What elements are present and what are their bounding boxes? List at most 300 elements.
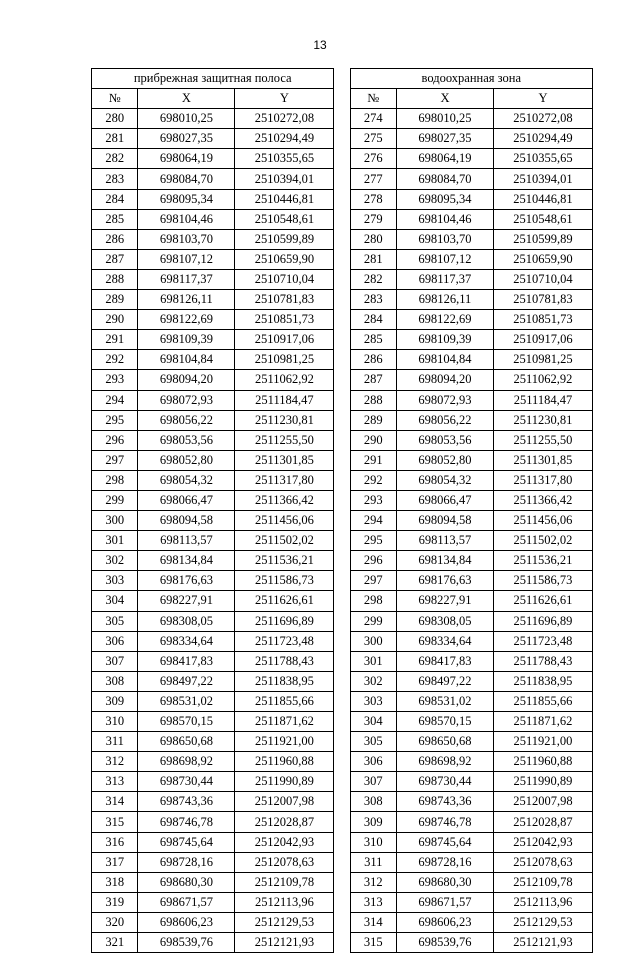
- left-point-number: 282: [92, 149, 138, 169]
- left-y-coordinate: 2510548,61: [235, 209, 334, 229]
- right-x-coordinate: 698308,05: [397, 611, 494, 631]
- left-x-coordinate: 698746,78: [138, 812, 235, 832]
- left-y-coordinate: 2512028,87: [235, 812, 334, 832]
- table-row: [92, 189, 593, 209]
- column-gap: [334, 752, 350, 772]
- left-x-coordinate: 698084,70: [138, 169, 235, 189]
- right-point-number: 301: [350, 651, 396, 671]
- right-y-coordinate: 2510917,06: [493, 330, 592, 350]
- left-y-coordinate: 2511255,50: [235, 430, 334, 450]
- right-point-number: 299: [350, 611, 396, 631]
- column-gap: [334, 209, 350, 229]
- right-point-number: 274: [350, 109, 396, 129]
- right-y-coordinate: 2510659,90: [493, 249, 592, 269]
- left-point-number: 308: [92, 671, 138, 691]
- left-x-coordinate: 698728,16: [138, 852, 235, 872]
- column-gap: [334, 490, 350, 510]
- left-x-coordinate: 698126,11: [138, 290, 235, 310]
- right-y-coordinate: 2511696,89: [493, 611, 592, 631]
- left-y-coordinate: 2510272,08: [235, 109, 334, 129]
- right-point-number: 289: [350, 410, 396, 430]
- column-gap: [334, 732, 350, 752]
- left-point-number: 306: [92, 631, 138, 651]
- table-row: [92, 129, 593, 149]
- right-point-number: 295: [350, 531, 396, 551]
- right-y-coordinate: 2510446,81: [493, 189, 592, 209]
- right-y-coordinate: 2511456,06: [493, 511, 592, 531]
- section-title-row: [92, 69, 593, 89]
- right-y-coordinate: 2512042,93: [493, 832, 592, 852]
- column-gap: [334, 551, 350, 571]
- left-x-coordinate: 698570,15: [138, 712, 235, 732]
- left-x-coordinate: 698227,91: [138, 591, 235, 611]
- right-y-coordinate: 2511255,50: [493, 430, 592, 450]
- right-x-coordinate: 698064,19: [397, 149, 494, 169]
- column-gap: [334, 772, 350, 792]
- left-x-coordinate: 698107,12: [138, 249, 235, 269]
- right-y-coordinate: 2511855,66: [493, 691, 592, 711]
- left-y-coordinate: 2510599,89: [235, 229, 334, 249]
- table-row: [92, 591, 593, 611]
- table-row: [92, 430, 593, 450]
- table-row: [92, 892, 593, 912]
- right-point-number: 296: [350, 551, 396, 571]
- right-point-number: 300: [350, 631, 396, 651]
- column-gap: [334, 229, 350, 249]
- left-point-number: 301: [92, 531, 138, 551]
- left-y-coordinate: 2512042,93: [235, 832, 334, 852]
- left-x-coordinate: 698072,93: [138, 390, 235, 410]
- left-x-coordinate: 698053,56: [138, 430, 235, 450]
- column-gap: [334, 792, 350, 812]
- left-point-number: 281: [92, 129, 138, 149]
- left-x-coordinate: 698334,64: [138, 631, 235, 651]
- left-x-coordinate: 698134,84: [138, 551, 235, 571]
- right-x-coordinate: 698066,47: [397, 490, 494, 510]
- right-x-coordinate: 698104,84: [397, 350, 494, 370]
- right-header-y: Y: [493, 89, 592, 109]
- left-header-y: Y: [235, 89, 334, 109]
- table-row: [92, 671, 593, 691]
- left-point-number: 309: [92, 691, 138, 711]
- right-x-coordinate: 698056,22: [397, 410, 494, 430]
- right-y-coordinate: 2510394,01: [493, 169, 592, 189]
- right-y-coordinate: 2510548,61: [493, 209, 592, 229]
- table-row: [92, 792, 593, 812]
- column-gap: [334, 129, 350, 149]
- right-x-coordinate: 698053,56: [397, 430, 494, 450]
- right-y-coordinate: 2510355,65: [493, 149, 592, 169]
- left-y-coordinate: 2511838,95: [235, 671, 334, 691]
- table-row: [92, 571, 593, 591]
- left-y-coordinate: 2511456,06: [235, 511, 334, 531]
- right-y-coordinate: 2511366,42: [493, 490, 592, 510]
- right-y-coordinate: 2511317,80: [493, 470, 592, 490]
- right-x-coordinate: 698107,12: [397, 249, 494, 269]
- right-point-number: 315: [350, 933, 396, 953]
- column-gap: [334, 912, 350, 932]
- left-point-number: 280: [92, 109, 138, 129]
- right-x-coordinate: 698334,64: [397, 631, 494, 651]
- column-gap: [334, 892, 350, 912]
- table-row: [92, 249, 593, 269]
- left-point-number: 314: [92, 792, 138, 812]
- right-point-number: 306: [350, 752, 396, 772]
- left-y-coordinate: 2511366,42: [235, 490, 334, 510]
- left-y-coordinate: 2510851,73: [235, 310, 334, 330]
- right-x-coordinate: 698027,35: [397, 129, 494, 149]
- right-x-coordinate: 698570,15: [397, 712, 494, 732]
- left-y-coordinate: 2512109,78: [235, 872, 334, 892]
- right-y-coordinate: 2511960,88: [493, 752, 592, 772]
- left-y-coordinate: 2511586,73: [235, 571, 334, 591]
- left-y-coordinate: 2511990,89: [235, 772, 334, 792]
- left-x-coordinate: 698103,70: [138, 229, 235, 249]
- left-x-coordinate: 698104,46: [138, 209, 235, 229]
- left-point-number: 302: [92, 551, 138, 571]
- column-gap: [334, 631, 350, 651]
- left-y-coordinate: 2511184,47: [235, 390, 334, 410]
- column-gap: [334, 89, 350, 109]
- table-row: [92, 712, 593, 732]
- column-gap: [334, 269, 350, 289]
- column-gap: [334, 169, 350, 189]
- column-gap: [334, 511, 350, 531]
- right-x-coordinate: 698126,11: [397, 290, 494, 310]
- left-point-number: 291: [92, 330, 138, 350]
- right-x-coordinate: 698650,68: [397, 732, 494, 752]
- column-gap: [334, 310, 350, 330]
- right-header-number: №: [350, 89, 396, 109]
- column-gap: [334, 671, 350, 691]
- column-gap: [334, 249, 350, 269]
- left-y-coordinate: 2510981,25: [235, 350, 334, 370]
- left-y-coordinate: 2511871,62: [235, 712, 334, 732]
- table-row: [92, 772, 593, 792]
- left-x-coordinate: 698117,37: [138, 269, 235, 289]
- column-gap: [334, 812, 350, 832]
- table-row: [92, 290, 593, 310]
- right-point-number: 308: [350, 792, 396, 812]
- right-y-coordinate: 2511626,61: [493, 591, 592, 611]
- left-point-number: 321: [92, 933, 138, 953]
- right-point-number: 310: [350, 832, 396, 852]
- column-gap: [334, 571, 350, 591]
- right-point-number: 285: [350, 330, 396, 350]
- left-point-number: 296: [92, 430, 138, 450]
- right-point-number: 277: [350, 169, 396, 189]
- left-point-number: 288: [92, 269, 138, 289]
- right-y-coordinate: 2511184,47: [493, 390, 592, 410]
- left-point-number: 294: [92, 390, 138, 410]
- left-y-coordinate: 2512121,93: [235, 933, 334, 953]
- page-number: 13: [313, 38, 327, 52]
- table-row: [92, 330, 593, 350]
- right-y-coordinate: 2511502,02: [493, 531, 592, 551]
- left-point-number: 303: [92, 571, 138, 591]
- table-body: [92, 109, 593, 953]
- left-x-coordinate: 698056,22: [138, 410, 235, 430]
- table-row: [92, 912, 593, 932]
- left-point-number: 317: [92, 852, 138, 872]
- column-gap: [334, 189, 350, 209]
- left-y-coordinate: 2511626,61: [235, 591, 334, 611]
- right-y-coordinate: 2512121,93: [493, 933, 592, 953]
- right-point-number: 293: [350, 490, 396, 510]
- right-x-coordinate: 698606,23: [397, 912, 494, 932]
- table-row: [92, 691, 593, 711]
- left-x-coordinate: 698104,84: [138, 350, 235, 370]
- left-y-coordinate: 2511502,02: [235, 531, 334, 551]
- right-x-coordinate: 698730,44: [397, 772, 494, 792]
- left-point-number: 316: [92, 832, 138, 852]
- column-gap: [334, 651, 350, 671]
- left-x-coordinate: 698064,19: [138, 149, 235, 169]
- table-row: [92, 732, 593, 752]
- right-point-number: 276: [350, 149, 396, 169]
- column-gap: [334, 109, 350, 129]
- right-y-coordinate: 2510851,73: [493, 310, 592, 330]
- left-point-number: 295: [92, 410, 138, 430]
- column-gap: [334, 370, 350, 390]
- right-x-coordinate: 698010,25: [397, 109, 494, 129]
- right-x-coordinate: 698052,80: [397, 450, 494, 470]
- left-point-number: 300: [92, 511, 138, 531]
- left-y-coordinate: 2511317,80: [235, 470, 334, 490]
- table-row: [92, 490, 593, 510]
- right-y-coordinate: 2511990,89: [493, 772, 592, 792]
- right-point-number: 294: [350, 511, 396, 531]
- column-gap: [334, 933, 350, 953]
- left-point-number: 320: [92, 912, 138, 932]
- right-y-coordinate: 2511301,85: [493, 450, 592, 470]
- right-section-title: водоохранная зона: [350, 69, 592, 89]
- table-row: [92, 269, 593, 289]
- right-y-coordinate: 2511723,48: [493, 631, 592, 651]
- table-row: [92, 370, 593, 390]
- column-gap: [334, 430, 350, 450]
- right-point-number: 307: [350, 772, 396, 792]
- right-point-number: 303: [350, 691, 396, 711]
- right-y-coordinate: 2510272,08: [493, 109, 592, 129]
- right-y-coordinate: 2512078,63: [493, 852, 592, 872]
- left-x-coordinate: 698531,02: [138, 691, 235, 711]
- left-x-coordinate: 698176,63: [138, 571, 235, 591]
- table-row: [92, 229, 593, 249]
- left-x-coordinate: 698010,25: [138, 109, 235, 129]
- right-x-coordinate: 698745,64: [397, 832, 494, 852]
- column-gap: [334, 450, 350, 470]
- right-y-coordinate: 2512129,53: [493, 912, 592, 932]
- left-x-coordinate: 698497,22: [138, 671, 235, 691]
- left-y-coordinate: 2510659,90: [235, 249, 334, 269]
- right-point-number: 286: [350, 350, 396, 370]
- left-x-coordinate: 698606,23: [138, 912, 235, 932]
- left-header-number: №: [92, 89, 138, 109]
- right-point-number: 314: [350, 912, 396, 932]
- left-point-number: 285: [92, 209, 138, 229]
- table-row: [92, 149, 593, 169]
- column-gap: [334, 531, 350, 551]
- right-point-number: 292: [350, 470, 396, 490]
- right-point-number: 283: [350, 290, 396, 310]
- table-row: [92, 812, 593, 832]
- left-x-coordinate: 698730,44: [138, 772, 235, 792]
- column-gap: [334, 712, 350, 732]
- right-x-coordinate: 698497,22: [397, 671, 494, 691]
- right-x-coordinate: 698084,70: [397, 169, 494, 189]
- right-x-coordinate: 698531,02: [397, 691, 494, 711]
- right-y-coordinate: 2510981,25: [493, 350, 592, 370]
- table-row: [92, 169, 593, 189]
- left-x-coordinate: 698650,68: [138, 732, 235, 752]
- right-point-number: 284: [350, 310, 396, 330]
- right-point-number: 313: [350, 892, 396, 912]
- right-point-number: 275: [350, 129, 396, 149]
- right-point-number: 304: [350, 712, 396, 732]
- right-y-coordinate: 2512113,96: [493, 892, 592, 912]
- right-header-x: X: [397, 89, 494, 109]
- left-x-coordinate: 698417,83: [138, 651, 235, 671]
- table-row: [92, 933, 593, 953]
- left-point-number: 287: [92, 249, 138, 269]
- column-gap: [334, 611, 350, 631]
- left-point-number: 307: [92, 651, 138, 671]
- left-y-coordinate: 2511921,00: [235, 732, 334, 752]
- table-row: [92, 410, 593, 430]
- left-point-number: 297: [92, 450, 138, 470]
- left-x-coordinate: 698680,30: [138, 872, 235, 892]
- left-y-coordinate: 2511723,48: [235, 631, 334, 651]
- right-x-coordinate: 698728,16: [397, 852, 494, 872]
- left-point-number: 292: [92, 350, 138, 370]
- right-x-coordinate: 698113,57: [397, 531, 494, 551]
- right-point-number: 305: [350, 732, 396, 752]
- table-row: [92, 752, 593, 772]
- right-point-number: 311: [350, 852, 396, 872]
- right-y-coordinate: 2511586,73: [493, 571, 592, 591]
- right-y-coordinate: 2510781,83: [493, 290, 592, 310]
- left-y-coordinate: 2511960,88: [235, 752, 334, 772]
- left-x-coordinate: 698308,05: [138, 611, 235, 631]
- coordinates-table: [91, 68, 593, 953]
- left-point-number: 319: [92, 892, 138, 912]
- right-x-coordinate: 698698,92: [397, 752, 494, 772]
- right-y-coordinate: 2510599,89: [493, 229, 592, 249]
- left-point-number: 289: [92, 290, 138, 310]
- left-y-coordinate: 2510355,65: [235, 149, 334, 169]
- column-gap: [334, 390, 350, 410]
- right-x-coordinate: 698094,58: [397, 511, 494, 531]
- right-point-number: 297: [350, 571, 396, 591]
- table-row: [92, 350, 593, 370]
- right-x-coordinate: 698746,78: [397, 812, 494, 832]
- left-point-number: 312: [92, 752, 138, 772]
- left-point-number: 299: [92, 490, 138, 510]
- right-y-coordinate: 2511536,21: [493, 551, 592, 571]
- left-point-number: 286: [92, 229, 138, 249]
- left-x-coordinate: 698094,58: [138, 511, 235, 531]
- right-x-coordinate: 698072,93: [397, 390, 494, 410]
- right-x-coordinate: 698671,57: [397, 892, 494, 912]
- left-x-coordinate: 698113,57: [138, 531, 235, 551]
- left-point-number: 290: [92, 310, 138, 330]
- right-point-number: 279: [350, 209, 396, 229]
- right-point-number: 302: [350, 671, 396, 691]
- left-x-coordinate: 698743,36: [138, 792, 235, 812]
- column-gap: [334, 691, 350, 711]
- right-point-number: 312: [350, 872, 396, 892]
- left-point-number: 283: [92, 169, 138, 189]
- right-x-coordinate: 698680,30: [397, 872, 494, 892]
- column-gap: [334, 330, 350, 350]
- left-x-coordinate: 698095,34: [138, 189, 235, 209]
- left-header-x: X: [138, 89, 235, 109]
- column-gap: [334, 872, 350, 892]
- right-x-coordinate: 698539,76: [397, 933, 494, 953]
- right-y-coordinate: 2511788,43: [493, 651, 592, 671]
- right-point-number: 290: [350, 430, 396, 450]
- left-y-coordinate: 2511062,92: [235, 370, 334, 390]
- left-y-coordinate: 2510294,49: [235, 129, 334, 149]
- table-row: [92, 470, 593, 490]
- left-point-number: 318: [92, 872, 138, 892]
- right-x-coordinate: 698122,69: [397, 310, 494, 330]
- table-row: [92, 531, 593, 551]
- table-row: [92, 832, 593, 852]
- right-point-number: 281: [350, 249, 396, 269]
- column-gap: [334, 591, 350, 611]
- right-y-coordinate: 2512028,87: [493, 812, 592, 832]
- right-y-coordinate: 2510294,49: [493, 129, 592, 149]
- right-x-coordinate: 698134,84: [397, 551, 494, 571]
- table-row: [92, 390, 593, 410]
- left-y-coordinate: 2511696,89: [235, 611, 334, 631]
- table-row: [92, 872, 593, 892]
- right-point-number: 298: [350, 591, 396, 611]
- table-row: [92, 450, 593, 470]
- left-y-coordinate: 2510781,83: [235, 290, 334, 310]
- left-x-coordinate: 698745,64: [138, 832, 235, 852]
- right-x-coordinate: 698743,36: [397, 792, 494, 812]
- column-gap: [334, 470, 350, 490]
- right-x-coordinate: 698104,46: [397, 209, 494, 229]
- right-y-coordinate: 2511230,81: [493, 410, 592, 430]
- left-y-coordinate: 2512113,96: [235, 892, 334, 912]
- right-y-coordinate: 2511921,00: [493, 732, 592, 752]
- left-y-coordinate: 2511230,81: [235, 410, 334, 430]
- left-x-coordinate: 698109,39: [138, 330, 235, 350]
- right-point-number: 287: [350, 370, 396, 390]
- right-y-coordinate: 2510710,04: [493, 269, 592, 289]
- left-y-coordinate: 2511788,43: [235, 651, 334, 671]
- left-point-number: 305: [92, 611, 138, 631]
- right-x-coordinate: 698103,70: [397, 229, 494, 249]
- right-point-number: 288: [350, 390, 396, 410]
- left-point-number: 313: [92, 772, 138, 792]
- column-gap: [334, 832, 350, 852]
- right-y-coordinate: 2512007,98: [493, 792, 592, 812]
- right-x-coordinate: 698095,34: [397, 189, 494, 209]
- left-y-coordinate: 2510394,01: [235, 169, 334, 189]
- right-x-coordinate: 698109,39: [397, 330, 494, 350]
- left-y-coordinate: 2510446,81: [235, 189, 334, 209]
- column-gap: [334, 69, 350, 89]
- left-y-coordinate: 2510917,06: [235, 330, 334, 350]
- left-y-coordinate: 2512007,98: [235, 792, 334, 812]
- left-y-coordinate: 2512129,53: [235, 912, 334, 932]
- table-row: [92, 310, 593, 330]
